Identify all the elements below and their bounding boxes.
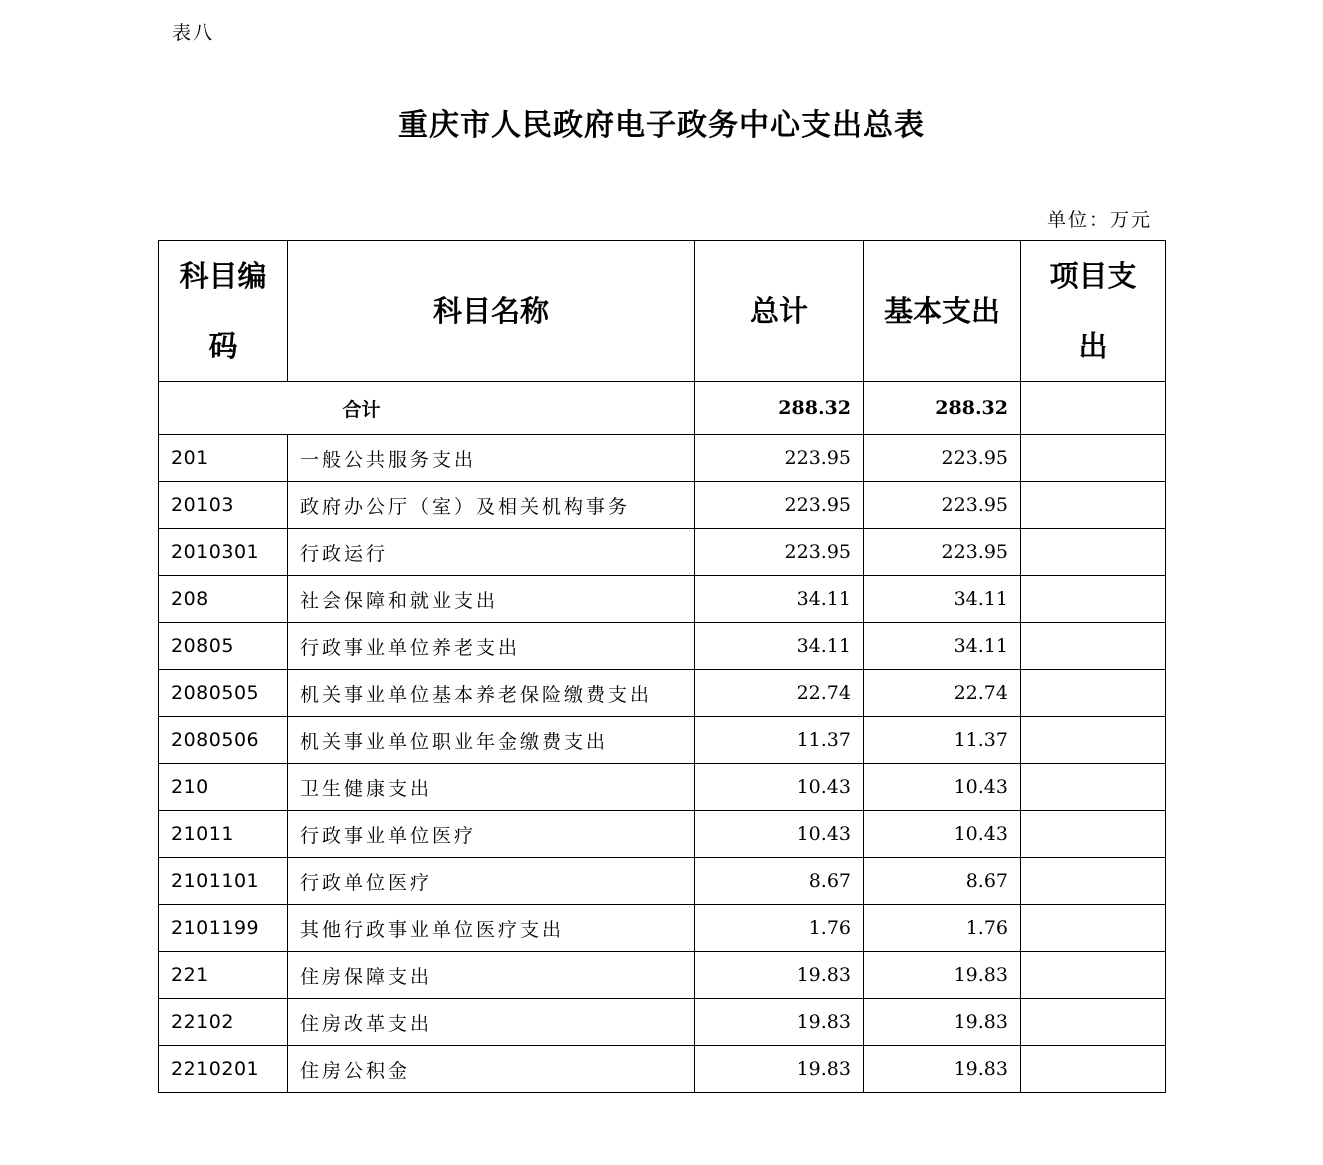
row-name: 一般公共服务支出 <box>288 435 695 482</box>
row-name: 住房保障支出 <box>288 952 695 999</box>
row-name: 行政事业单位养老支出 <box>288 623 695 670</box>
row-code: 208 <box>159 576 288 623</box>
table-number-label: 表八 <box>172 22 215 44</box>
row-basic: 19.83 <box>864 1046 1021 1093</box>
row-project <box>1021 858 1166 905</box>
row-basic: 1.76 <box>864 905 1021 952</box>
row-code: 2080505 <box>159 670 288 717</box>
row-total: 34.11 <box>695 623 864 670</box>
row-code: 221 <box>159 952 288 999</box>
row-code: 22102 <box>159 999 288 1046</box>
row-name: 住房公积金 <box>288 1046 695 1093</box>
table-row <box>159 811 1166 858</box>
row-total: 19.83 <box>695 1046 864 1093</box>
row-project <box>1021 482 1166 529</box>
table-row <box>159 482 1166 529</box>
row-name: 机关事业单位职业年金缴费支出 <box>288 717 695 764</box>
row-total: 223.95 <box>695 529 864 576</box>
summary-basic: 288.32 <box>864 382 1021 435</box>
table-row <box>159 717 1166 764</box>
row-total: 8.67 <box>695 858 864 905</box>
row-name: 其他行政事业单位医疗支出 <box>288 905 695 952</box>
row-code: 21011 <box>159 811 288 858</box>
row-project <box>1021 623 1166 670</box>
header-code: 科目编码 <box>159 241 288 382</box>
row-basic: 22.74 <box>864 670 1021 717</box>
row-basic: 223.95 <box>864 482 1021 529</box>
header-name: 科目名称 <box>288 241 695 382</box>
row-code: 201 <box>159 435 288 482</box>
row-total: 19.83 <box>695 999 864 1046</box>
row-name: 行政运行 <box>288 529 695 576</box>
row-basic: 223.95 <box>864 529 1021 576</box>
row-project <box>1021 670 1166 717</box>
table-row <box>159 623 1166 670</box>
row-total: 19.83 <box>695 952 864 999</box>
row-basic: 223.95 <box>864 435 1021 482</box>
row-code: 2101199 <box>159 905 288 952</box>
table-row <box>159 435 1166 482</box>
row-project <box>1021 764 1166 811</box>
row-code: 210 <box>159 764 288 811</box>
summary-total: 288.32 <box>695 382 864 435</box>
row-name: 行政单位医疗 <box>288 858 695 905</box>
row-project <box>1021 905 1166 952</box>
row-project <box>1021 999 1166 1046</box>
row-basic: 11.37 <box>864 717 1021 764</box>
row-basic: 19.83 <box>864 999 1021 1046</box>
summary-row <box>159 382 1166 435</box>
header-total: 总计 <box>695 241 864 382</box>
row-total: 223.95 <box>695 482 864 529</box>
summary-project <box>1021 382 1166 435</box>
row-name: 卫生健康支出 <box>288 764 695 811</box>
table-row <box>159 999 1166 1046</box>
row-basic: 10.43 <box>864 764 1021 811</box>
row-code: 20805 <box>159 623 288 670</box>
row-total: 34.11 <box>695 576 864 623</box>
table-row <box>159 1046 1166 1093</box>
row-total: 10.43 <box>695 764 864 811</box>
table-row <box>159 905 1166 952</box>
row-total: 10.43 <box>695 811 864 858</box>
table-row <box>159 529 1166 576</box>
row-name: 住房改革支出 <box>288 999 695 1046</box>
row-basic: 34.11 <box>864 623 1021 670</box>
page-title: 重庆市人民政府电子政务中心支出总表 <box>398 108 925 143</box>
table-row <box>159 576 1166 623</box>
row-project <box>1021 717 1166 764</box>
row-code: 2010301 <box>159 529 288 576</box>
row-basic: 19.83 <box>864 952 1021 999</box>
table-row <box>159 670 1166 717</box>
row-code: 20103 <box>159 482 288 529</box>
table-row <box>159 764 1166 811</box>
row-project <box>1021 952 1166 999</box>
summary-label: 合计 <box>159 382 695 435</box>
row-basic: 34.11 <box>864 576 1021 623</box>
row-total: 223.95 <box>695 435 864 482</box>
row-name: 政府办公厅（室）及相关机构事务 <box>288 482 695 529</box>
row-project <box>1021 435 1166 482</box>
row-basic: 8.67 <box>864 858 1021 905</box>
row-basic: 10.43 <box>864 811 1021 858</box>
table-header-row <box>159 241 1166 382</box>
row-name: 行政事业单位医疗 <box>288 811 695 858</box>
header-basic: 基本支出 <box>864 241 1021 382</box>
table-row <box>159 858 1166 905</box>
table-row <box>159 952 1166 999</box>
row-total: 11.37 <box>695 717 864 764</box>
row-total: 1.76 <box>695 905 864 952</box>
row-code: 2210201 <box>159 1046 288 1093</box>
expenditure-table <box>158 240 1166 1093</box>
row-total: 22.74 <box>695 670 864 717</box>
row-name: 社会保障和就业支出 <box>288 576 695 623</box>
row-project <box>1021 1046 1166 1093</box>
unit-label: 单位：万元 <box>1046 209 1152 231</box>
header-project: 项目支出 <box>1021 241 1166 382</box>
row-code: 2101101 <box>159 858 288 905</box>
row-code: 2080506 <box>159 717 288 764</box>
row-project <box>1021 529 1166 576</box>
row-project <box>1021 576 1166 623</box>
row-name: 机关事业单位基本养老保险缴费支出 <box>288 670 695 717</box>
row-project <box>1021 811 1166 858</box>
